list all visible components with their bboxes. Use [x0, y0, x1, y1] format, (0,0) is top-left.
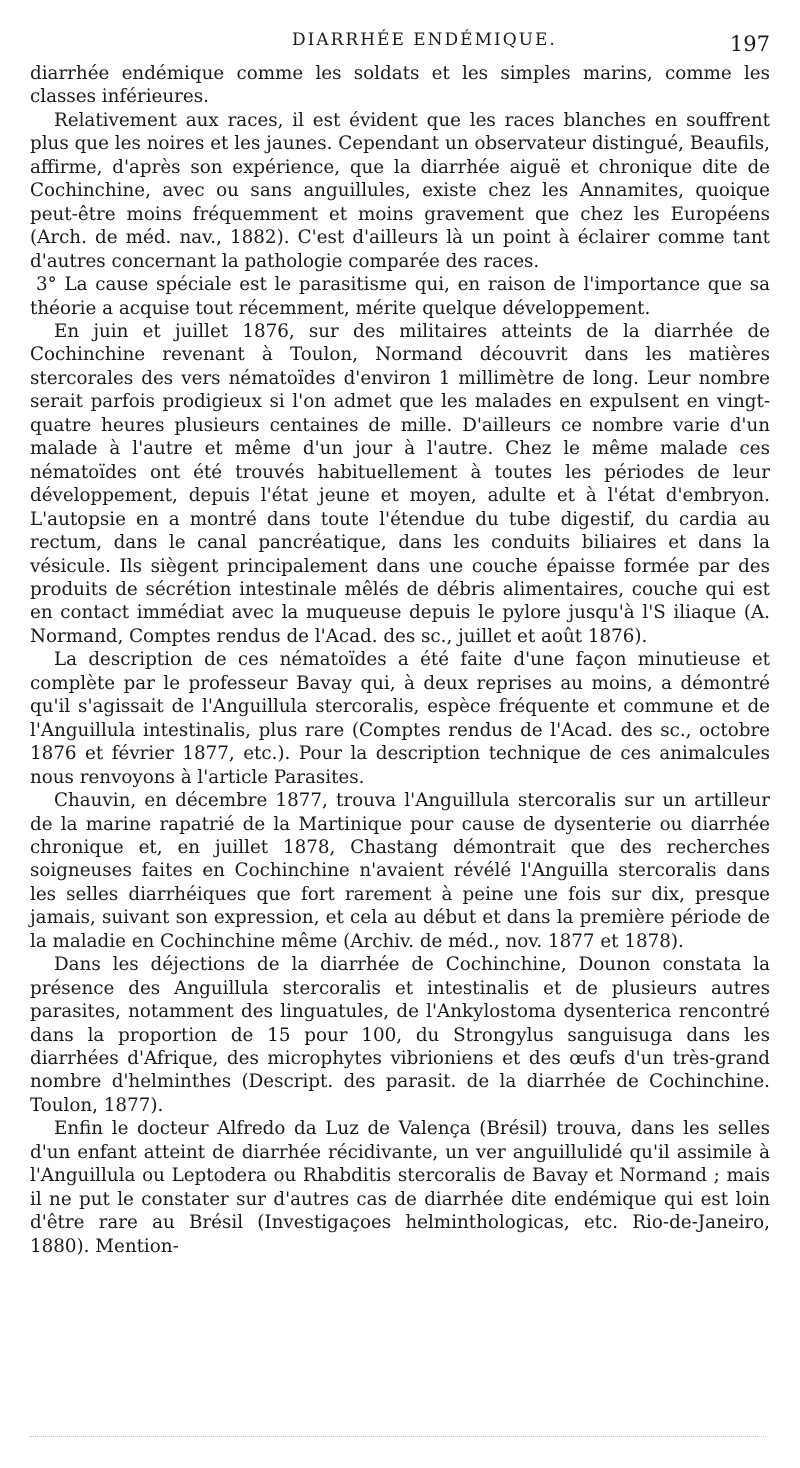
paragraph-races: Relativement aux races, il est évident que les races blanches en souffrent plus que les noires et les jaunes. Cependant un observateur distingué, Beaufils, affirme, d'après son expérience, que la diarrhée aiguë et chronique dite de Cochinchine, avec ou sans anguillules, existe chez les Annamites, quoique peut-être moins fréquemment et moins gravement que chez les Européens (Arch. de méd. nav., 1882). C'est d'ailleurs là un point à éclairer comme tant d'autres concernant la pathologie comparée des races. [30, 109, 770, 272]
paragraph-chauvin: Chauvin, en décembre 1877, trouva l'Anguillula stercoralis sur un artilleur de la marine rapatrié de la Martinique pour cause de dysenterie ou diarrhée chronique et, en juillet 1878, Chastang démontrait que des recherches soigneuses faites en Cochinchine n'avaient révélé l'Anguilla stercoralis dans les selles diarrhéiques que fort rarement à peine une fois sur dix, presque jamais, suivant son expression, et cela au début et dans la première période de la maladie en Cochinchine même (Archiv. de méd., nov. 1877 et 1878). [30, 790, 770, 952]
book-page [30, 22, 770, 1258]
paragraph-bavay: La description de ces nématoïdes a été faite d'une façon minutieuse et complète par le professeur Bavay qui, à deux reprises au moins, a démontré qu'il s'agissait de l'Anguillula stercoralis, espèce fréquente et commune et de l'Anguillula intestinalis, plus rare (Comptes rendus de l'Acad. des sc., octobre 1876 et février 1877, etc.). Pour la description technique de ces animalcules nous renvoyons à l'article Parasites. [30, 649, 770, 788]
footer-rule [30, 1436, 766, 1437]
body-text [30, 62, 770, 1258]
paragraph-continuation: diarrhée endémique comme les soldats et les simples marins, comme les classes inférieures. [30, 63, 770, 108]
page-number: 197 [729, 32, 770, 56]
paragraph-normand: En juin et juillet 1876, sur des militaires atteints de la diarrhée de Cochinchine revenant à Toulon, Normand découvrit dans les matières stercorales des vers nématoïdes d'environ 1 millimètre de long. Leur nombre serait parfois prodigieux si l'on admet que les malades en expulsent en vingt-quatre heures plusieurs centaines de mille. D'ailleurs ce nombre varie d'un malade à l'autre et même d'un jour à l'autre. Chez le même malade ces nématoïdes ont été trouvés habituellement à toutes les périodes de leur développement, depuis l'état jeune et moyen, adulte et à l'état d'embryon. L'autopsie en a montré dans toute l'étendue du tube digestif, du cardia au rectum, dans le canal pancréatique, dans les conduits biliaires et dans la vésicule. Ils siègent principalement dans une couche épaisse formée par des produits de sécrétion intestinale mêlés de débris alimentaires, couche qui est en contact immédiat avec la muqueuse depuis le pylore jusqu'à l'S iliaque (A. Normand, Comptes rendus de l'Acad. des sc., juillet et août 1876). [30, 320, 770, 647]
paragraph-dounon: Dans les déjections de la diarrhée de Cochinchine, Dounon constata la présence des Anguillula stercoralis et intestinalis et de plusieurs autres parasites, notamment des linguatules, de l'Ankylostoma dysenterica rencontré dans la proportion de 15 pour 100, du Strongylus sanguisuga dans les diarrhées d'Afrique, des microphytes vibrioniens et des œufs d'un très-grand nombre d'helminthes (Descript. des parasit. de la diarrhée de Cochinchine. Toulon, 1877). [30, 954, 770, 1116]
paragraph-parasitism: 3° La cause spéciale est le parasitisme qui, en raison de l'importance que sa théorie a acquise tout récemment, mérite quelque développement. [30, 274, 770, 319]
page-header [30, 22, 770, 56]
running-head: DIARRHÉE ENDÉMIQUE. [292, 30, 557, 50]
paragraph-valenca: Enfin le docteur Alfredo da Luz de Valença (Brésil) trouva, dans les selles d'un enfant atteint de diarrhée récidivante, un ver anguillulidé qu'il assimile à l'Anguillula ou Leptodera ou Rhabditis stercoralis de Bavay et Normand ; mais il ne put le constater sur d'autres cas de diarrhée dite endémique qui est loin d'être rare au Brésil (Investigaçoes helminthologicas, etc. Rio-de-Janeiro, 1880). Mention- [30, 1118, 770, 1257]
